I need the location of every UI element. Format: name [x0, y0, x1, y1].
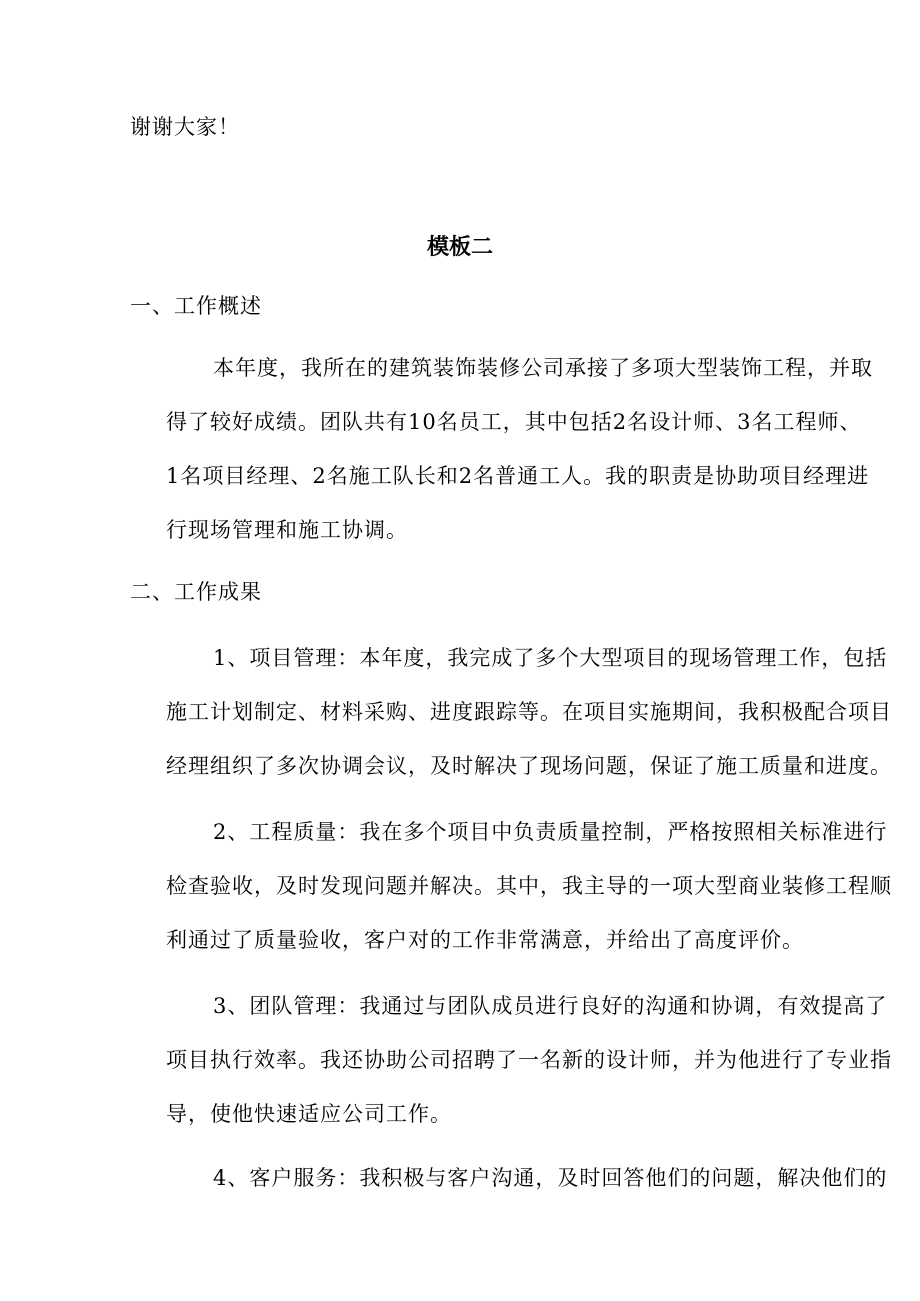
paragraph-line: 行现场管理和施工协调。: [166, 518, 408, 542]
paragraph-line: 得了较好成绩。团队共有10名员工，其中包括2名设计师、3名工程师、: [166, 410, 862, 434]
paragraph-line: 经理组织了多次协调会议，及时解决了现场问题，保证了施工质量和进度。: [166, 754, 892, 778]
section-heading-overview: 一、工作概述: [130, 294, 262, 318]
paragraph-line: 1名项目经理、2名施工队长和2名普通工人。我的职责是协助项目经理进: [166, 464, 870, 488]
closing-remark: 谢谢大家！: [130, 115, 240, 139]
paragraph-line: 施工计划制定、材料采购、进度跟踪等。在项目实施期间，我积极配合项目: [166, 700, 892, 724]
paragraph-line: 利通过了质量验收，客户对的工作非常满意，并给出了高度评价。: [166, 928, 804, 952]
paragraph-line: 3、团队管理：我通过与团队成员进行良好的沟通和协调，有效提高了: [213, 994, 888, 1018]
paragraph-line: 项目执行效率。我还协助公司招聘了一名新的设计师，并为他进行了专业指: [166, 1048, 892, 1072]
paragraph-line: 1、项目管理：本年度，我完成了多个大型项目的现场管理工作，包括: [213, 646, 888, 670]
paragraph-line: 4、客户服务：我积极与客户沟通，及时回答他们的问题，解决他们的: [213, 1166, 888, 1190]
paragraph-line: 2、工程质量：我在多个项目中负责质量控制，严格按照相关标准进行: [213, 820, 888, 844]
paragraph-line: 本年度，我所在的建筑装饰装修公司承接了多项大型装饰工程，并取: [213, 356, 873, 380]
paragraph-line: 检查验收，及时发现问题并解决。其中，我主导的一项大型商业装修工程顺: [166, 874, 892, 898]
template-title: 模板二: [426, 235, 493, 260]
section-heading-results: 二、工作成果: [130, 580, 262, 604]
paragraph-line: 导，使他快速适应公司工作。: [166, 1102, 452, 1126]
